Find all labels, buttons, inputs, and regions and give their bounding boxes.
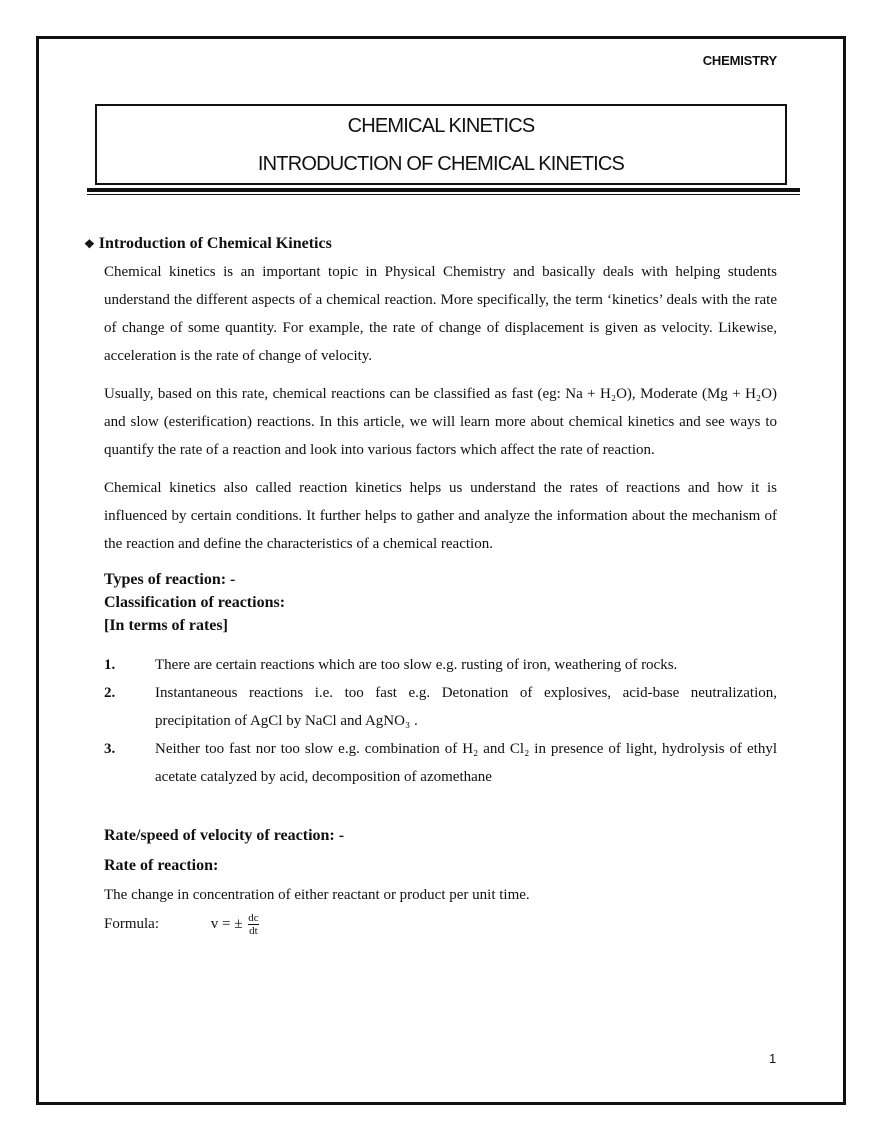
- list-text: There are certain reactions which are too slow e.g. rusting of iron, weathering of rocks.: [155, 657, 678, 673]
- classification-heading: Classification of reactions:: [104, 594, 286, 611]
- list-text: Neither too fast nor too slow e.g. combination of H₂ and Cl₂ in presence of light, hydrolysis of ethyl acetate catalyzed by acid, decomposition of azomethane: [155, 741, 777, 785]
- formula-fraction: [248, 912, 258, 937]
- page-number: 1: [769, 1051, 777, 1066]
- formula-label: Formula:: [104, 916, 159, 932]
- rates-heading: [In terms of rates]: [104, 617, 228, 634]
- content: [84, 230, 777, 939]
- title-box: [95, 104, 787, 185]
- formula-lhs: v = ±: [210, 916, 243, 932]
- types-heading-group: [104, 568, 777, 637]
- rate-subheading: Rate of reaction:: [104, 857, 219, 874]
- rate-definition: The change in concentration of either reactant or product per unit time.: [104, 887, 530, 903]
- rate-heading: Rate/speed of velocity of reaction: -: [104, 827, 345, 844]
- spacer: [84, 791, 777, 821]
- list-item: [104, 679, 777, 735]
- types-heading: Types of reaction: -: [104, 571, 236, 588]
- list-number: 2.: [104, 685, 116, 701]
- list-number: 1.: [104, 657, 116, 673]
- numerator: dc: [248, 912, 259, 925]
- list-number: 3.: [104, 741, 116, 757]
- divider-thick: [87, 188, 800, 192]
- section-heading-text: Introduction of Chemical Kinetics: [98, 235, 332, 252]
- paragraph: Usually, based on this rate, chemical reactions can be classified as fast (eg: Na + H₂O), Moderate (Mg + H₂O) and slow (esterification) reactions. In this article, we will learn more about chemical kinetics and see ways to quantify the rate of a reaction and look into various factors which affect the rate of reaction.: [104, 386, 777, 458]
- diamond-bullet-icon: ❖: [84, 237, 95, 251]
- list-item: [104, 735, 777, 791]
- title-sub: INTRODUCTION OF CHEMICAL KINETICS: [257, 153, 625, 175]
- paragraph: Chemical kinetics also called reaction kinetics helps us understand the rates of reactions and how it is influenced by certain conditions. It further helps to gather and analyze the information about the mechanism of the reaction and define the characteristics of a chemical reaction.: [104, 480, 777, 552]
- section-heading: [84, 230, 777, 258]
- denominator: dt: [249, 925, 258, 938]
- paragraph: Chemical kinetics is an important topic in Physical Chemistry and basically deals with helping students understand the different aspects of a chemical reaction. More specifically, the term ‘kinetics’ deals with the rate of change of some quantity. For example, the rate of change of displacement is given as velocity. Likewise, acceleration is the rate of change of velocity.: [104, 264, 777, 364]
- list-text: Instantaneous reactions i.e. too fast e.g. Detonation of explosives, acid-base neutralization, precipitation of AgCl by NaCl and AgNO₃ .: [155, 685, 777, 729]
- page-header: CHEMISTRY: [702, 53, 777, 68]
- divider-thin: [87, 194, 800, 195]
- list-item: [104, 651, 777, 679]
- title-main: CHEMICAL KINETICS: [347, 115, 535, 137]
- formula: [104, 909, 777, 939]
